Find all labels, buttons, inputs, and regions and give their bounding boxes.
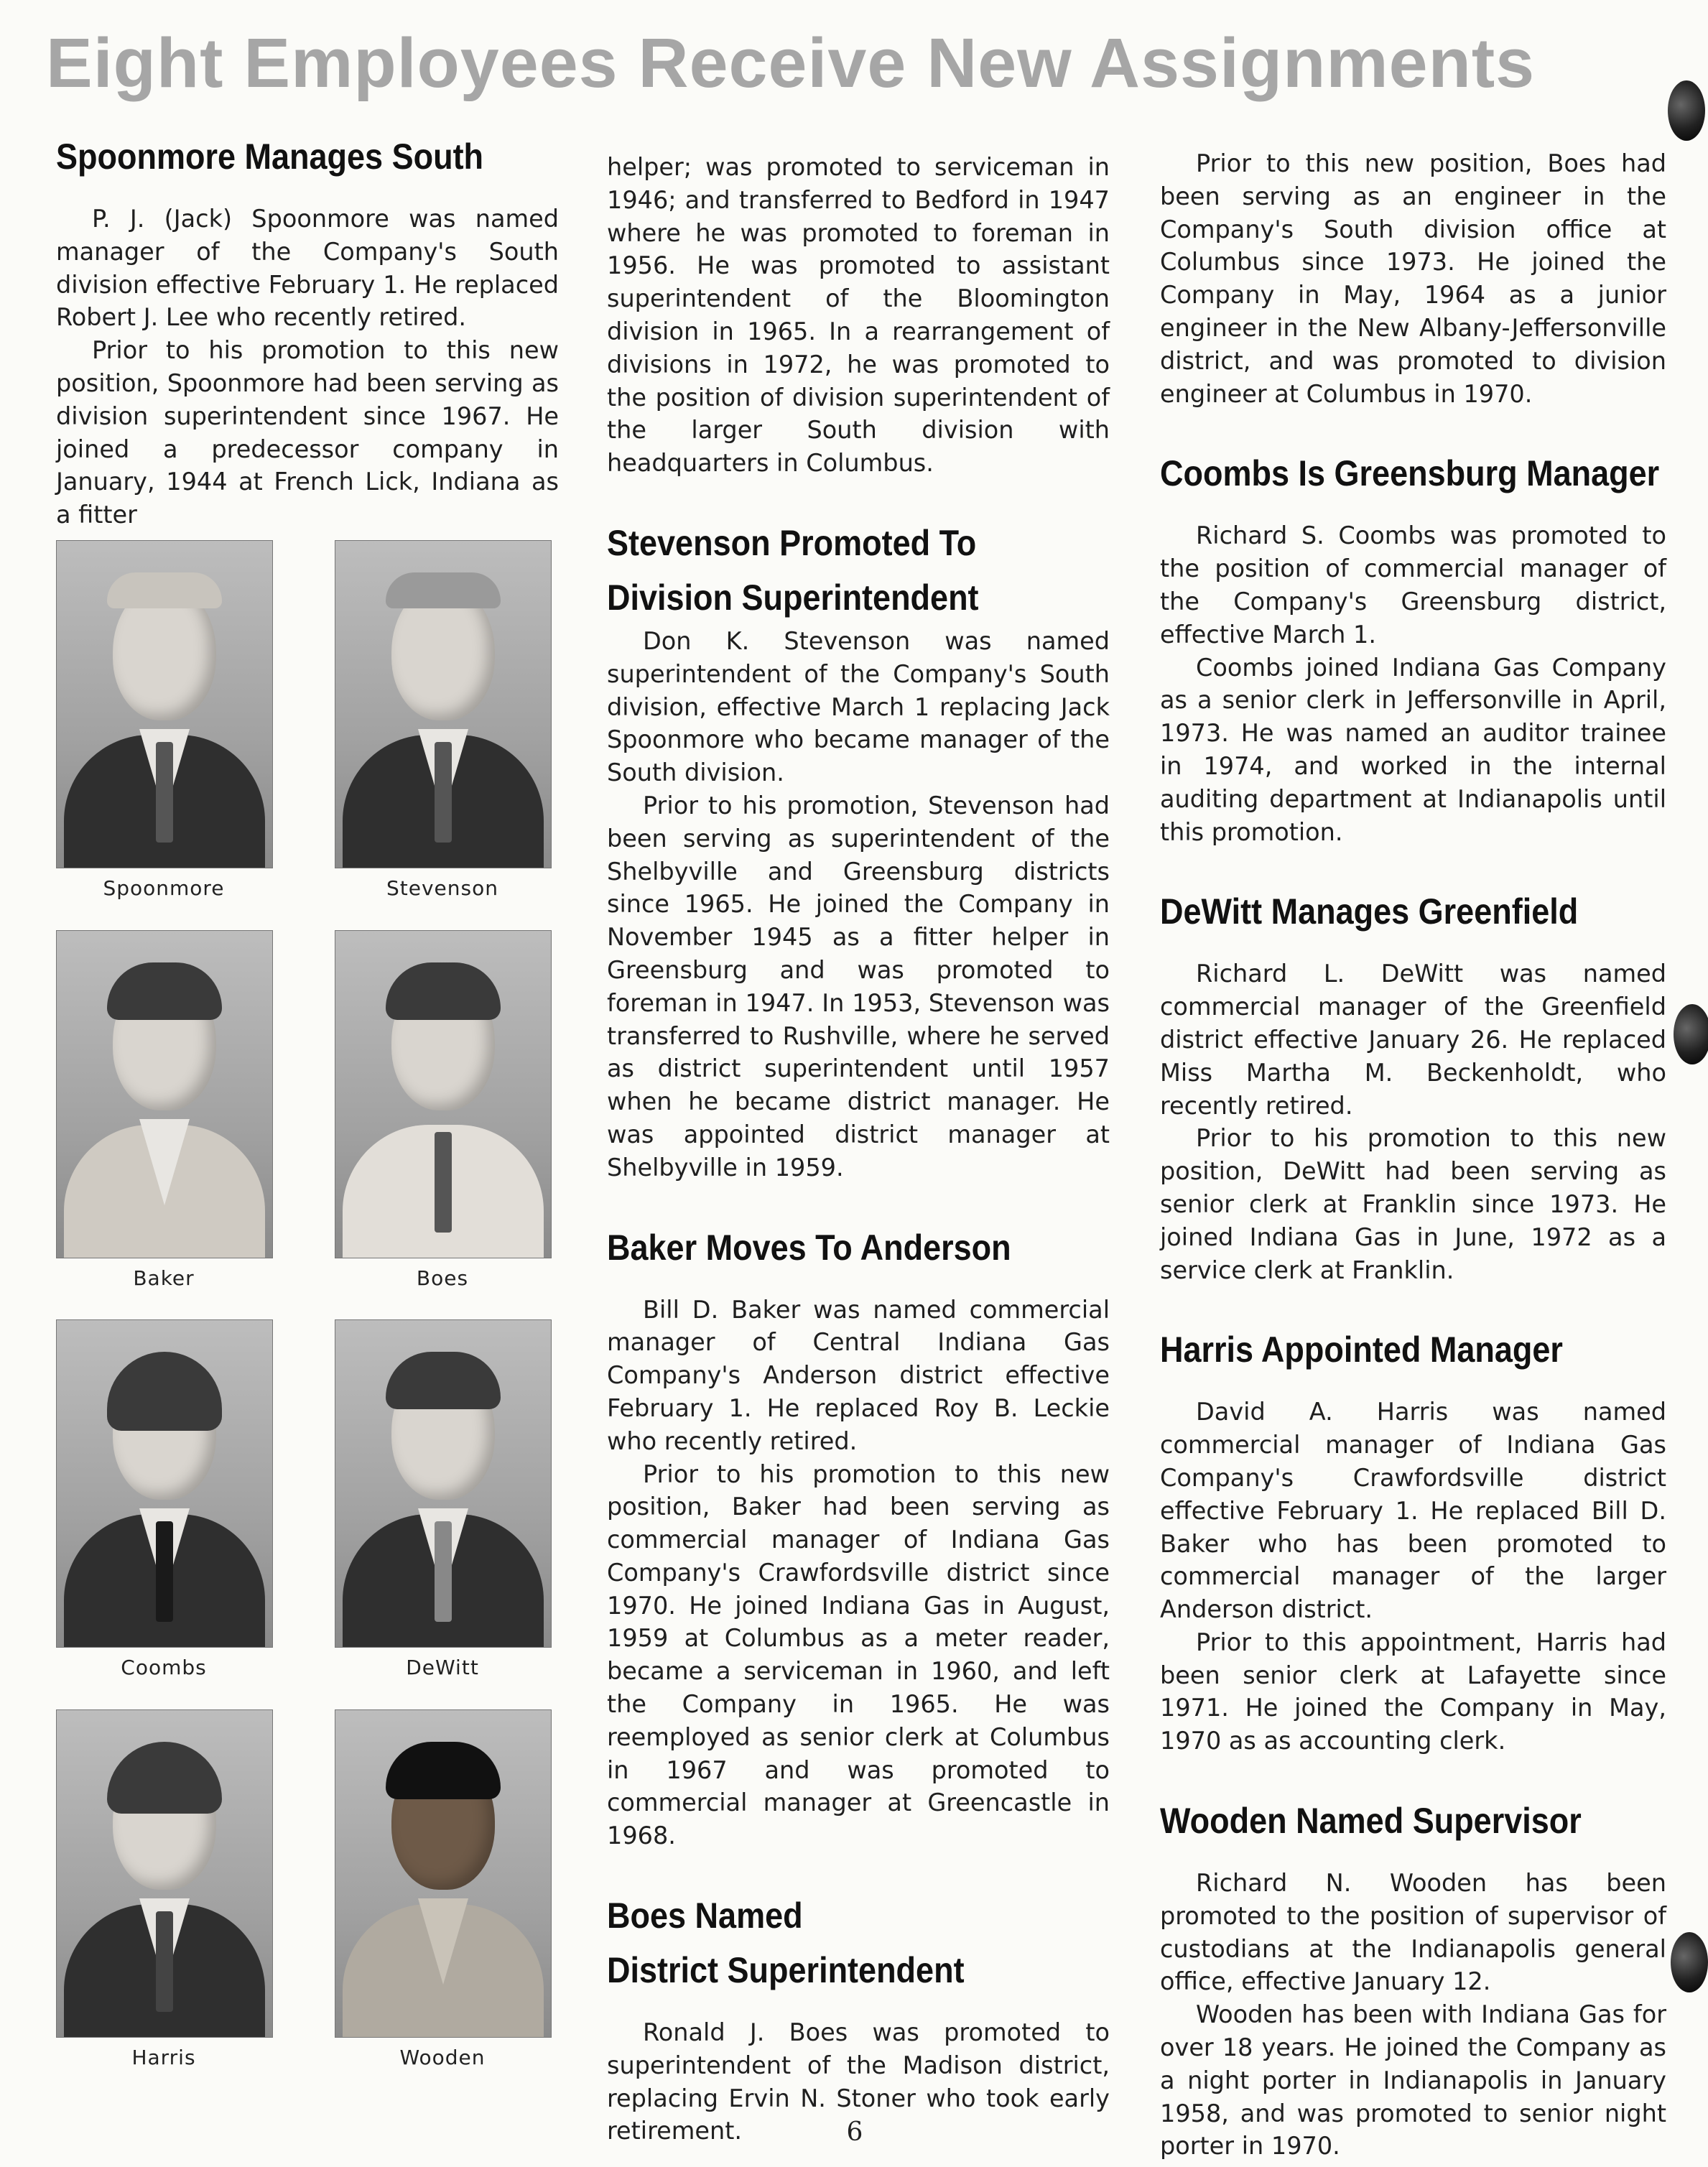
stevenson-heading-line-2: Division Superintendent <box>607 577 979 618</box>
binder-hole-icon <box>1668 80 1705 141</box>
baker-paragraph-1: Bill D. Baker was named commercial manager of Central Indiana Gas Company's Anderson district effective February 1. He replaced Roy B. Leckie who recently retired. <box>607 1295 1110 1455</box>
stevenson-heading-line-1: Stevenson Promoted To <box>607 522 977 563</box>
boes-heading-line-1: Boes Named <box>607 1895 803 1936</box>
photo-grid <box>56 540 555 2092</box>
photo-caption: DeWitt <box>406 1656 479 1679</box>
stevenson-paragraph-2: Prior to his promotion, Stevenson had been serving as superintendent of the Shelbyville and Greensburg districts since 1965. He joined the Company in November 1945 as a fitter helper in Greensburg and was promoted to foreman in 1947. In 1953, Stevenson was transferred to Rushville, where he served as district superintendent until 1957 when he became district manager. He was appointed district manager at Shelbyville in 1959. <box>607 791 1110 1182</box>
dewitt-paragraph-1: Richard L. DeWitt was named commercial manager of the Greenfield district effective January 26. He replaced Miss Martha M. Beckenholdt, who recently retired. <box>1160 960 1666 1120</box>
page-number: 6 <box>846 2117 863 2147</box>
photo-card-dewitt <box>335 1319 550 1682</box>
binder-hole-icon <box>1674 1004 1708 1064</box>
boes-heading-line-2: District Superintendent <box>607 1950 965 1991</box>
photo-card-spoonmore <box>56 540 271 903</box>
spoonmore-paragraph-1: P. J. (Jack) Spoonmore was named manager of the Company's South division effective February 1. He replaced Robert J. Lee who recently retired. <box>56 205 559 332</box>
page-title: Eight Employees Receive New Assignments <box>46 24 1536 102</box>
harris-heading: Harris Appointed Manager <box>1160 1330 1563 1370</box>
baker-heading: Baker Moves To Anderson <box>607 1227 1011 1268</box>
portrait-photo <box>56 930 273 1258</box>
portrait-photo <box>335 1709 552 2038</box>
photo-caption: Coombs <box>121 1656 207 1679</box>
stevenson-paragraph-1: Don K. Stevenson was named superintendent of the Company's South division, effective March 1 replacing Jack Spoonmore who became manager of the South division. <box>607 626 1110 787</box>
photo-caption: Harris <box>131 2046 196 2069</box>
photo-card-wooden <box>335 1709 550 2072</box>
portrait-photo <box>56 540 273 868</box>
portrait-photo <box>335 930 552 1258</box>
spoonmore-paragraph-2: Prior to his promotion to this new position, Spoonmore had been serving as division superintendent since 1967. He joined a predecessor company in January, 1944 at French Lick, Indiana as a fitter <box>56 336 559 529</box>
wooden-paragraph-2: Wooden has been with Indiana Gas for over 18 years. He joined the Company as a night porter in Indianapolis in January 1958, and was promoted to senior night porter in 1970. <box>1160 2000 1666 2161</box>
wooden-heading: Wooden Named Supervisor <box>1160 1801 1582 1842</box>
photo-caption: Baker <box>133 1266 195 1290</box>
photo-caption: Wooden <box>399 2046 486 2069</box>
column-3 <box>1160 147 1666 2163</box>
photo-caption: Stevenson <box>386 876 498 900</box>
photo-caption: Spoonmore <box>103 876 225 900</box>
column-1 <box>56 129 559 532</box>
portrait-photo <box>335 1319 552 1648</box>
baker-paragraph-2: Prior to his promotion to this new position, Baker had been serving as commercial manager of Indiana Gas Company's Crawfordsville district since 1970. He joined Indiana Gas in August, 1959 at Columbus as a meter reader, became a serviceman in 1960, and left the Company in 1965. He was reemployed as senior clerk at Columbus in 1967 and was promoted to commercial manager at Greencastle in 1968. <box>607 1460 1110 1850</box>
photo-card-baker <box>56 930 271 1293</box>
photo-caption: Boes <box>416 1266 469 1290</box>
spoonmore-heading: Spoonmore Manages South <box>56 136 484 177</box>
column-2 <box>607 151 1110 2148</box>
binder-hole-icon <box>1671 1932 1708 1992</box>
dewitt-paragraph-2: Prior to his promotion to this new position, DeWitt had been serving as senior clerk at Franklin since 1973. He joined Indiana Gas in June, 1972 as a service clerk at Franklin. <box>1160 1124 1666 1284</box>
harris-paragraph-1: David A. Harris was named commercial manager of Indiana Gas Company's Crawfordsville district effective February 1. He replaced Bill D. Baker who has been promoted to commercial manager of the larger Anderson district. <box>1160 1398 1666 1624</box>
portrait-photo <box>335 540 552 868</box>
portrait-photo <box>56 1709 273 2038</box>
wooden-paragraph-1: Richard N. Wooden has been promoted to the position of supervisor of custodians at the Indianapolis general office, effective January 12. <box>1160 1869 1666 1996</box>
spoonmore-paragraph-3: helper; was promoted to serviceman in 1946; and transferred to Bedford in 1947 where he was promoted to foreman in 1956. He was promoted to assistant superintendent of the Bloomington division in 1965. In a rearrangement of divisions in 1972, he was promoted to the position of division superintendent of the larger South division with headquarters in Columbus. <box>607 153 1110 478</box>
photo-card-boes <box>335 930 550 1293</box>
dewitt-heading: DeWitt Manages Greenfield <box>1160 891 1579 932</box>
coombs-paragraph-1: Richard S. Coombs was promoted to the position of commercial manager of the Company's Greensburg district, effective March 1. <box>1160 521 1666 649</box>
photo-card-stevenson <box>335 540 550 903</box>
portrait-photo <box>56 1319 273 1648</box>
photo-card-coombs <box>56 1319 271 1682</box>
coombs-heading: Coombs Is Greensburg Manager <box>1160 453 1660 494</box>
photo-card-harris <box>56 1709 271 2072</box>
boes-paragraph-2: Prior to this new position, Boes had been serving as an engineer in the Company's South division office at Columbus since 1973. He joined the Company in May, 1964 as a junior engineer in the New Albany-Jeffersonville district, and was promoted to division engineer at Columbus in 1970. <box>1160 149 1666 408</box>
coombs-paragraph-2: Coombs joined Indiana Gas Company as a senior clerk in Jeffersonville in April, 1973. He was named an auditor trainee in 1974, and worked in the internal auditing department at Indianapolis until this promotion. <box>1160 653 1666 846</box>
harris-paragraph-2: Prior to this appointment, Harris had been senior clerk at Lafayette since 1971. He joined the Company in May, 1970 as as accounting clerk. <box>1160 1628 1666 1755</box>
boes-paragraph-1: Ronald J. Boes was promoted to superintendent of the Madison district, replacing Ervin N. Stoner who took early retirement. <box>607 2018 1110 2145</box>
